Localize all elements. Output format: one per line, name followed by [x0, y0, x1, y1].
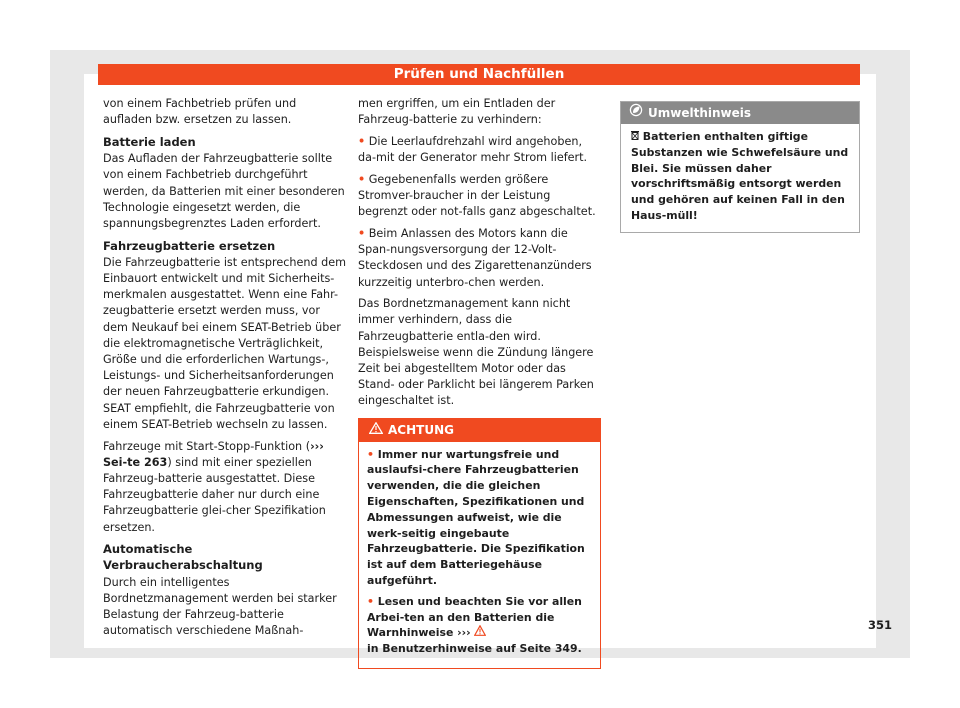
- environment-body: Batterien enthalten giftige Substanzen wie Schwefelsäure und Blei. Sie müssen daher vorschriftsmäßig entsorgt werden und gehören auf keinen Fall in den Haus-müll!: [631, 130, 849, 222]
- page-number: 351: [867, 618, 892, 632]
- column-middle: [358, 96, 601, 669]
- list-item: • Beim Anlassen des Motors kann die Span-nungsversorgung der 12-Volt-Steckdosen und des Zigarettenanzünders kurzzeitig unterbro-chen werden.: [358, 226, 592, 289]
- paragraph: men ergriffen, um ein Entladen der Fahrzeug-batterie zu verhindern:: [358, 97, 556, 127]
- list-item: • Immer nur wartungsfreie und auslaufsi-chere Fahrzeugbatterien verwenden, die die gleichen Eigenschaften, Spezifikationen und Abmessungen aufweist, wie die werk-seitig eingebaute Fahrzeugbatterie. Die Spezifikation ist auf dem Batteriegehäuse aufgeführt.: [367, 447, 585, 588]
- list-item: • Lesen und beachten Sie vor allen Arbei-ten an den Batterien die Warnhinweise ››› in Benutzerhinweise auf Seite 349.: [367, 594, 582, 656]
- page-reference-link[interactable]: ››› Sei-te 263: [103, 439, 324, 469]
- column-left: [103, 96, 346, 645]
- paragraph: Durch ein intelligentes Bordnetzmanagement werden bei starker Belastung der Fahrzeug-batterie automatisch verschiedene Maßnah-: [103, 575, 337, 638]
- paragraph: Die Fahrzeugbatterie ist entsprechend dem Einbauort entwickelt und mit Sicherheits-merkmalen ausgestattet. Wenn eine Fahr-zeugbatterie ersetzt werden muss, vor dem Neukauf bei einem SEAT-Betrieb über die elektromagnetische Verträglichkeit, Größe und die erforderlichen Wartungs-, Leistungs- und Sicherheitsanforderungen der neuen Fahrzeugbatterie erkundigen. SEAT empfiehlt, die Fahrzeugbatterie von einem SEAT-Betrieb wechseln zu lassen.: [103, 255, 346, 431]
- warning-triangle-icon[interactable]: [474, 626, 486, 639]
- environment-leaf-icon: [629, 102, 643, 124]
- heading-verbraucherabschaltung: Automatische Verbraucherabschaltung: [103, 542, 263, 573]
- paragraph: Das Bordnetzmanagement kann nicht immer verhindern, dass die Fahrzeugbatterie entla-den wird. Beispielsweise wenn die Zündung längere Zeit bei abgestelltem Motor oder das Stand- oder Parklicht bei längerem Parken eingeschaltet ist.: [358, 297, 594, 408]
- bullet-icon: •: [367, 447, 374, 461]
- paragraph-start-stopp: Fahrzeuge mit Start-Stopp-Funktion (››› Sei-te 263) sind mit einer speziellen Fahrzeug-batterie ausgestattet. Diese Fahrzeugbatterie daher nur durch eine Fahrzeugbatterie glei-cher Spezifikation ersetzen.: [103, 439, 326, 534]
- bullet-icon: •: [358, 134, 366, 148]
- paragraph: Das Aufladen der Fahrzeugbatterie sollte von einem Fachbetrieb durchgeführt werden, da Batterien mit einer besonderen Technologie eingesetzt werden, die spannungsbegrenztes Laden erfordert.: [103, 152, 345, 230]
- list-item: • Die Leerlaufdrehzahl wird angehoben, da-mit der Generator mehr Strom liefert.: [358, 134, 588, 165]
- environment-header: Umwelthinweis: [621, 102, 859, 124]
- heading-batterie-ersetzen: Fahrzeugbatterie ersetzen: [103, 238, 276, 253]
- section-header: Prüfen und Nachfüllen: [98, 64, 860, 85]
- environment-note-box: [620, 101, 860, 233]
- recycle-bin-icon: [631, 130, 639, 143]
- bullet-icon: •: [358, 172, 366, 186]
- warning-box: [358, 418, 601, 669]
- warning-body: [359, 442, 600, 657]
- list-item: • Gegebenenfalls werden größere Stromver-braucher in der Leistung begrenzt oder not-falls ganz abgeschaltet.: [358, 172, 596, 219]
- paragraph: von einem Fachbetrieb prüfen und aufladen bzw. ersetzen zu lassen.: [103, 97, 297, 127]
- bullet-icon: •: [367, 594, 374, 608]
- heading-batterie-laden: Batterie laden: [103, 134, 196, 149]
- column-right: [620, 101, 860, 233]
- warning-header: ACHTUNG: [359, 419, 600, 442]
- bullet-icon: •: [358, 226, 366, 240]
- warning-triangle-icon: [369, 419, 383, 442]
